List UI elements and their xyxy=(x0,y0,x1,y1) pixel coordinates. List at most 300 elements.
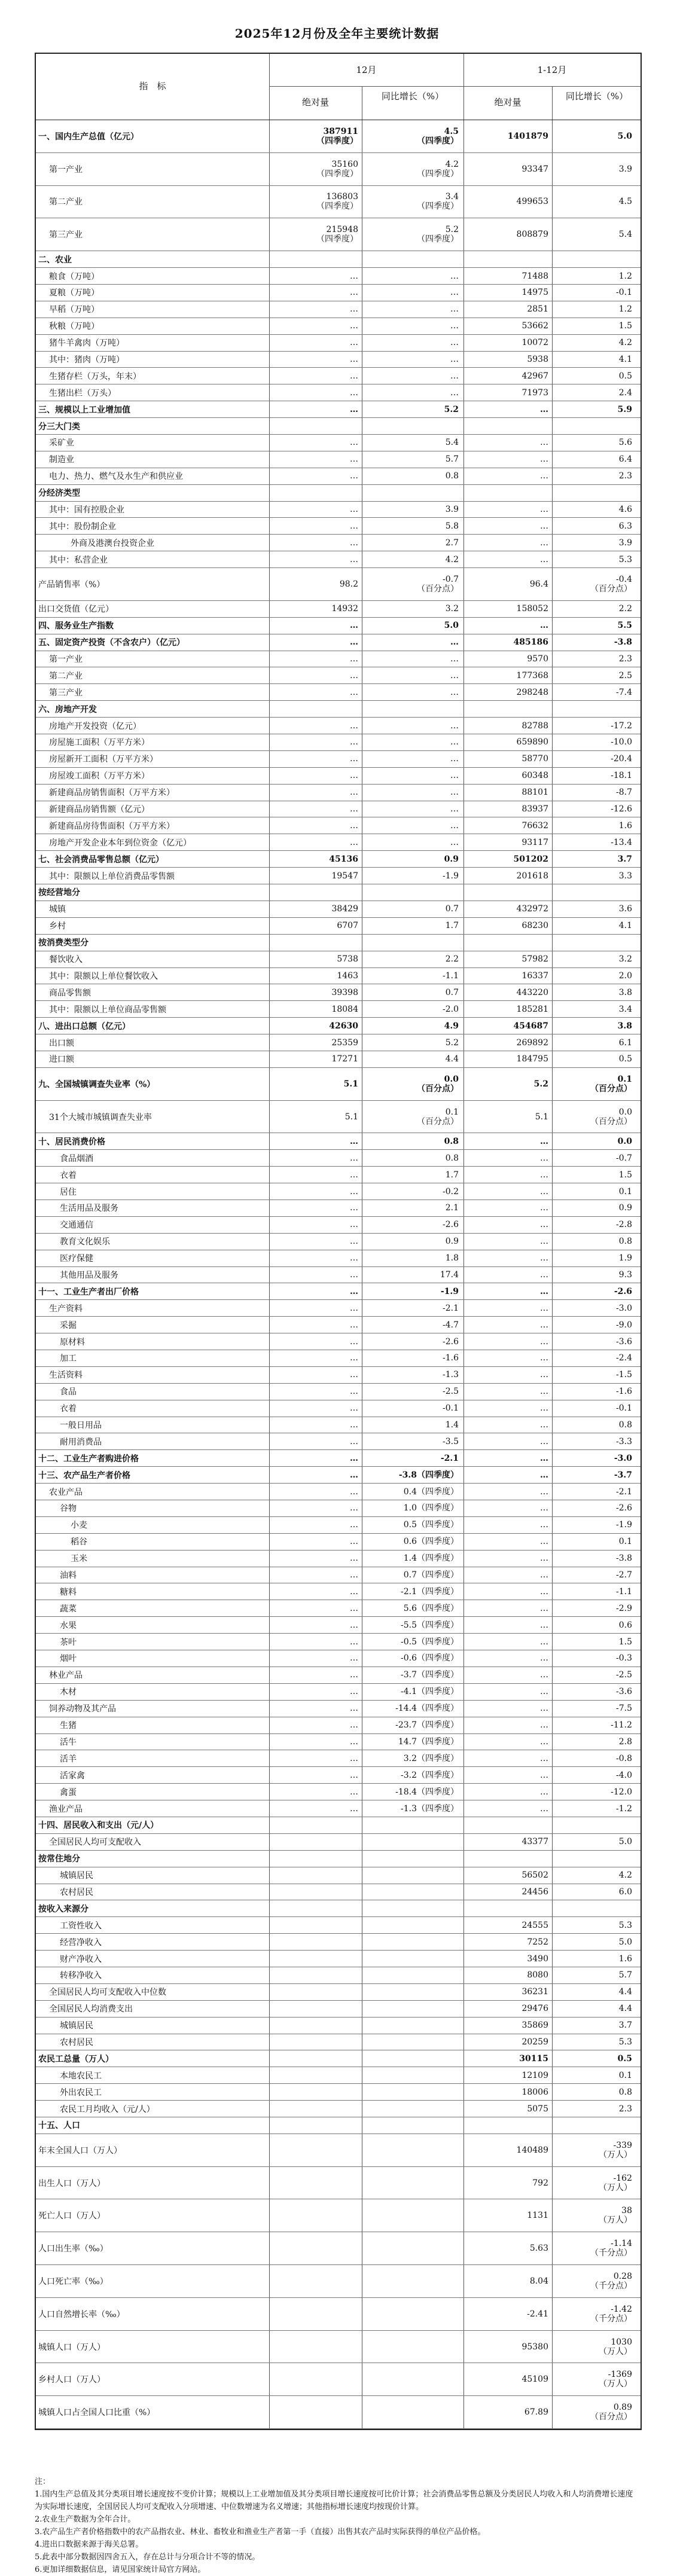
ytd-growth xyxy=(552,868,641,884)
ytd-value xyxy=(463,1018,552,1034)
ytd-value-text: … xyxy=(540,1203,548,1213)
month-growth xyxy=(362,1068,463,1100)
month-value xyxy=(269,1900,362,1916)
ytd-value xyxy=(463,1851,552,1867)
month-growth xyxy=(362,2363,463,2395)
month-growth xyxy=(362,2331,463,2363)
row-label xyxy=(38,218,266,251)
ytd-growth xyxy=(552,1500,641,1516)
ytd-growth xyxy=(552,1133,641,1149)
row-label-text: 活羊 xyxy=(60,1754,77,1764)
table-row xyxy=(36,984,641,1001)
ytd-value-text: … xyxy=(540,1537,548,1547)
month-growth xyxy=(362,2050,463,2067)
ytd-value-text: … xyxy=(540,1286,548,1296)
ytd-growth-text: -3.6 xyxy=(616,1687,632,1697)
month-value-text: 42630 xyxy=(329,1021,358,1031)
ytd-value-text: 8.04 xyxy=(529,2276,548,2286)
month-growth xyxy=(362,285,463,301)
month-growth-text: … xyxy=(450,771,459,781)
month-value-text: … xyxy=(350,1220,358,1230)
row-label-text: 耐用消费品 xyxy=(60,1437,102,1447)
month-value xyxy=(269,551,362,567)
row-label xyxy=(38,2001,266,2017)
month-growth-text: 2.2 xyxy=(445,954,459,965)
ytd-growth-text: -3.6 xyxy=(616,1336,632,1347)
month-growth xyxy=(362,634,463,651)
month-growth xyxy=(362,1101,463,1133)
month-growth xyxy=(362,568,463,600)
row-label-text: 分三大门类 xyxy=(38,422,80,432)
row-label-text: 餐饮收入 xyxy=(49,955,83,965)
row-label-text: 其中：股份制企业 xyxy=(49,521,116,532)
row-label-text: 活家禽 xyxy=(60,1771,85,1781)
ytd-growth-text: -0.8 xyxy=(616,1753,632,1763)
month-value xyxy=(269,485,362,501)
month-value-text: … xyxy=(350,837,358,847)
row-label-text: 十三、农产品生产者价格 xyxy=(38,1470,130,1481)
ytd-growth xyxy=(552,435,641,451)
month-growth xyxy=(362,1684,463,1700)
ytd-growth xyxy=(552,2050,641,2067)
month-growth xyxy=(362,2101,463,2117)
ytd-value-text: … xyxy=(540,1803,548,1814)
month-value xyxy=(269,751,362,767)
table-row xyxy=(36,968,641,985)
month-value xyxy=(269,1183,362,1200)
ytd-value-text: … xyxy=(540,1336,548,1347)
ytd-value xyxy=(463,618,552,634)
row-label xyxy=(38,618,266,634)
row-label-text: 生产资料 xyxy=(49,1304,83,1314)
table-row xyxy=(36,153,641,186)
ytd-value-text: -2.41 xyxy=(527,2309,548,2319)
month-value xyxy=(269,935,362,951)
row-label-text: 其中：国有控股企业 xyxy=(49,505,124,515)
table-row xyxy=(36,1167,641,1183)
table-row xyxy=(36,2084,641,2101)
month-growth xyxy=(362,1784,463,1800)
ytd-value-text: … xyxy=(540,1503,548,1513)
row-label xyxy=(38,634,266,651)
ytd-value xyxy=(463,1617,552,1633)
ytd-growth-text: 2.8 xyxy=(618,1736,632,1747)
month-value xyxy=(269,2265,362,2297)
month-value-text: … xyxy=(350,1503,358,1513)
row-label-text: 粮食（万吨） xyxy=(49,271,99,282)
ytd-growth xyxy=(552,1784,641,1800)
month-growth-text: … xyxy=(450,754,459,764)
header-month-growth: 同比增长（%） xyxy=(381,91,444,102)
row-label xyxy=(38,1717,266,1733)
ytd-value-text: 42967 xyxy=(521,371,548,381)
ytd-value-text: 35869 xyxy=(521,2020,548,2031)
month-growth-text: 4.9 xyxy=(444,1021,459,1031)
table-row xyxy=(36,335,641,352)
ytd-growth xyxy=(552,401,641,417)
ytd-value xyxy=(463,1817,552,1833)
row-label xyxy=(38,251,266,267)
ytd-value xyxy=(463,1001,552,1017)
table-row xyxy=(36,2363,641,2396)
ytd-value xyxy=(463,1984,552,2000)
month-growth-text: -0.2 xyxy=(443,1186,459,1197)
row-label-text: 加工 xyxy=(60,1354,77,1364)
month-growth xyxy=(362,901,463,917)
table-row xyxy=(36,1750,641,1767)
ytd-value-text: 485186 xyxy=(513,637,548,648)
ytd-growth-text: 0.9 xyxy=(618,1203,632,1213)
row-label-text: 十一、工业生产者出厂价格 xyxy=(38,1287,139,1297)
month-value-text: 5738 xyxy=(337,954,358,965)
table-row xyxy=(36,2134,641,2167)
row-label-text: 木材 xyxy=(60,1687,77,1698)
month-value xyxy=(269,1450,362,1466)
month-growth xyxy=(362,2199,463,2232)
table-row xyxy=(36,2117,641,2134)
month-growth-text: 1.4 xyxy=(445,1420,459,1430)
month-value xyxy=(269,1734,362,1750)
ytd-value xyxy=(463,2050,552,2067)
row-label-text: 按经营地分 xyxy=(38,888,80,898)
ytd-growth-text: -2.6 xyxy=(614,1286,632,1296)
row-label-text: 采掘 xyxy=(60,1320,77,1330)
ytd-growth-text: 3.9 xyxy=(618,538,632,548)
month-value xyxy=(269,1634,362,1650)
month-growth xyxy=(362,1517,463,1533)
month-growth xyxy=(362,1917,463,1933)
row-label xyxy=(38,352,266,368)
row-label-text: 外商及港澳台投资企业 xyxy=(71,538,154,548)
month-value-text: … xyxy=(350,637,358,648)
table-row xyxy=(36,1817,641,1834)
ytd-growth-text: -18.1 xyxy=(611,771,632,781)
row-label xyxy=(38,1034,266,1051)
month-growth-text: 1.4（四季度） xyxy=(403,1553,459,1564)
ytd-value xyxy=(463,1684,552,1700)
ytd-value xyxy=(463,1650,552,1667)
row-label-text: 七、社会消费品零售总额（亿元） xyxy=(38,854,164,865)
row-label xyxy=(38,1200,266,1216)
month-growth xyxy=(362,218,463,251)
ytd-growth xyxy=(552,1717,641,1733)
month-value xyxy=(269,734,362,750)
ytd-value xyxy=(463,2018,552,2034)
row-label-text: 房屋新开工面积（万平方米） xyxy=(49,755,158,765)
ytd-value xyxy=(463,1583,552,1600)
ytd-value-text: … xyxy=(540,1704,548,1714)
month-growth xyxy=(362,1400,463,1417)
month-growth-text: -14.4（四季度） xyxy=(395,1704,459,1714)
ytd-value xyxy=(463,1051,552,1067)
row-label-text: 城镇人口占全国人口比重（%） xyxy=(38,2408,155,2418)
ytd-value xyxy=(463,834,552,850)
ytd-growth-text: -3.7 xyxy=(614,1470,632,1480)
ytd-growth xyxy=(552,2298,641,2330)
footnote-line: 5.此表中部分数据因四舍五入，存在总计与分项合计不等的情况。 xyxy=(35,2553,260,2562)
ytd-growth-text: -1.6 xyxy=(616,1387,632,1397)
ytd-growth xyxy=(552,1034,641,1051)
ytd-growth xyxy=(552,884,641,901)
row-label xyxy=(38,834,266,850)
ytd-value-text: … xyxy=(540,1520,548,1530)
row-label-text: 林业产品 xyxy=(49,1671,83,1681)
row-label xyxy=(38,1484,266,1500)
row-label-text: 禽蛋 xyxy=(60,1787,77,1797)
ytd-value xyxy=(463,1467,552,1483)
ytd-value xyxy=(463,935,552,951)
month-growth xyxy=(362,1667,463,1683)
month-growth-text: … xyxy=(450,338,459,348)
ytd-value xyxy=(463,301,552,318)
month-value xyxy=(269,2199,362,2232)
month-value xyxy=(269,1800,362,1817)
ytd-growth xyxy=(552,901,641,917)
month-value-text: … xyxy=(350,754,358,764)
table-row xyxy=(36,1583,641,1600)
row-label xyxy=(38,2101,266,2117)
month-value-text: … xyxy=(350,304,358,315)
ytd-growth xyxy=(552,153,641,185)
ytd-growth xyxy=(552,1350,641,1366)
header-month-abs: 绝对量 xyxy=(301,97,329,108)
month-growth-text: … xyxy=(450,387,459,398)
ytd-value xyxy=(463,318,552,334)
ytd-growth xyxy=(552,1317,641,1333)
table-row xyxy=(36,1800,641,1817)
month-growth xyxy=(362,2265,463,2297)
ytd-value xyxy=(463,2001,552,2017)
ytd-growth xyxy=(552,1384,641,1400)
ytd-value xyxy=(463,1567,552,1583)
ytd-value-text: … xyxy=(540,1637,548,1647)
month-growth-text: … xyxy=(450,670,459,680)
row-label xyxy=(38,935,266,951)
ytd-growth xyxy=(552,718,641,734)
month-value-text: … xyxy=(350,1620,358,1630)
table-row xyxy=(36,701,641,718)
row-label xyxy=(38,951,266,967)
table-row xyxy=(36,401,641,418)
month-growth xyxy=(362,1350,463,1366)
ytd-value xyxy=(463,1800,552,1817)
month-growth xyxy=(362,701,463,717)
ytd-growth xyxy=(552,1634,641,1650)
month-value-text: … xyxy=(350,721,358,731)
ytd-value xyxy=(463,601,552,617)
ytd-growth xyxy=(552,1400,641,1417)
month-growth-text: 4.2 （四季度） xyxy=(417,159,459,179)
month-value xyxy=(269,451,362,468)
row-label-text: 衣着 xyxy=(60,1404,77,1414)
ytd-value xyxy=(463,2265,552,2297)
row-label xyxy=(38,318,266,334)
table-row xyxy=(36,2232,641,2265)
month-value xyxy=(269,186,362,218)
ytd-value-text: 443220 xyxy=(516,987,548,997)
month-value-text: … xyxy=(350,1637,358,1647)
ytd-value-text: 53662 xyxy=(521,321,548,331)
ytd-growth-text: -0.1 xyxy=(616,288,632,298)
month-value-text: … xyxy=(350,1787,358,1797)
ytd-growth xyxy=(552,1267,641,1283)
month-value xyxy=(269,2101,362,2117)
row-label xyxy=(38,401,266,417)
ytd-growth-text: 0.6 xyxy=(618,1620,632,1630)
ytd-value xyxy=(463,418,552,434)
row-label xyxy=(38,2199,266,2232)
ytd-value-text: … xyxy=(540,1220,548,1230)
ytd-growth-text: 1.5 xyxy=(618,1170,632,1180)
row-label-text: 五、固定资产投资（不含农户）（亿元） xyxy=(38,638,185,648)
month-growth-text: -1.6 xyxy=(443,1353,459,1363)
row-label xyxy=(38,2363,266,2395)
row-label-text: 采矿业 xyxy=(49,438,74,448)
row-label xyxy=(38,884,266,901)
ytd-value-text: … xyxy=(540,521,548,531)
row-label-text: 全国居民人均可支配收入 xyxy=(49,1838,141,1848)
ytd-value xyxy=(463,2067,552,2083)
row-label xyxy=(38,1834,266,1850)
row-label-text: 出口额 xyxy=(49,1038,74,1048)
row-label xyxy=(38,1784,266,1800)
row-label xyxy=(38,418,266,434)
month-growth xyxy=(362,951,463,967)
ytd-value-text: 29476 xyxy=(521,2004,548,2014)
ytd-growth-text: -339 （万人） xyxy=(599,2140,632,2160)
month-value-text: … xyxy=(350,371,358,381)
ytd-growth xyxy=(552,352,641,368)
ytd-growth-text: -17.2 xyxy=(611,721,632,731)
ytd-growth xyxy=(552,1701,641,1717)
month-value-text: … xyxy=(350,1520,358,1530)
table-row xyxy=(36,1350,641,1367)
ytd-growth xyxy=(552,1817,641,1833)
ytd-growth-text: 6.1 xyxy=(618,1037,632,1048)
table-row xyxy=(36,485,641,502)
ytd-growth-text: 1.9 xyxy=(618,1253,632,1263)
month-value xyxy=(269,120,362,152)
ytd-value-text: 659890 xyxy=(516,737,548,747)
row-label-text: 年末全国人口（万人） xyxy=(38,2145,122,2156)
ytd-growth xyxy=(552,751,641,767)
ytd-value xyxy=(463,285,552,301)
month-growth xyxy=(362,1200,463,1216)
row-label xyxy=(38,2265,266,2297)
ytd-value xyxy=(463,984,552,1000)
ytd-value xyxy=(463,535,552,551)
ytd-value-text: … xyxy=(540,1420,548,1430)
row-label-text: 房地产开发企业本年到位资金（亿元） xyxy=(49,838,191,848)
month-growth xyxy=(362,2167,463,2199)
table-row xyxy=(36,268,641,285)
row-label-text: 新建商品房待售面积（万平方米） xyxy=(49,821,175,831)
ytd-growth xyxy=(552,1884,641,1900)
row-label xyxy=(38,2050,266,2067)
table-row xyxy=(36,468,641,485)
month-value-text: … xyxy=(350,288,358,298)
month-value-text: … xyxy=(350,1336,358,1347)
ytd-value xyxy=(463,218,552,251)
ytd-value-text: … xyxy=(540,1586,548,1597)
table-row xyxy=(36,2331,641,2364)
month-growth-text: -2.6 xyxy=(443,1220,459,1230)
ytd-growth xyxy=(552,1684,641,1700)
month-value xyxy=(269,2084,362,2100)
table-row xyxy=(36,1667,641,1684)
ytd-value xyxy=(463,1150,552,1166)
month-value-text: 14932 xyxy=(331,604,358,614)
month-value xyxy=(269,1433,362,1449)
row-label-text: 转移净收入 xyxy=(60,1971,102,1981)
row-label xyxy=(38,1101,266,1133)
ytd-value xyxy=(463,1717,552,1733)
ytd-growth xyxy=(552,634,641,651)
month-value xyxy=(269,785,362,801)
ytd-growth xyxy=(552,285,641,301)
row-label xyxy=(38,2331,266,2363)
ytd-value xyxy=(463,1101,552,1133)
ytd-growth xyxy=(552,1333,641,1350)
month-value xyxy=(269,1200,362,1216)
row-label xyxy=(38,667,266,683)
row-label xyxy=(38,1167,266,1183)
ytd-growth xyxy=(552,535,641,551)
month-value-text: … xyxy=(350,1603,358,1613)
row-label xyxy=(38,1500,266,1516)
row-label-text: 产品销售率（%） xyxy=(38,580,105,590)
month-growth xyxy=(362,535,463,551)
month-growth-text: -0.1 xyxy=(443,1403,459,1414)
row-label-text: 农村居民 xyxy=(60,1887,93,1897)
ytd-value xyxy=(463,1367,552,1383)
row-label-text: 全国居民人均消费支出 xyxy=(49,2004,133,2015)
table-header xyxy=(36,54,641,120)
month-value xyxy=(269,2396,362,2428)
month-value xyxy=(269,1834,362,1850)
table-row xyxy=(36,1834,641,1851)
month-value-text: … xyxy=(350,687,358,697)
ytd-value xyxy=(463,1884,552,1900)
row-label-text: 九、全国城镇调查失业率（%） xyxy=(38,1079,155,1089)
ytd-growth-text: 5.6 xyxy=(618,438,632,448)
ytd-growth xyxy=(552,1600,641,1616)
table-row xyxy=(36,834,641,851)
row-label xyxy=(38,751,266,767)
ytd-value-text: 18006 xyxy=(521,2087,548,2097)
month-growth-text: -23.7（四季度） xyxy=(395,1720,459,1730)
ytd-growth xyxy=(552,1150,641,1166)
row-label xyxy=(38,368,266,384)
table-row xyxy=(36,451,641,468)
table-row xyxy=(36,186,641,219)
ytd-growth-text: -10.0 xyxy=(611,737,632,747)
ytd-value-text: 184795 xyxy=(516,1054,548,1064)
row-label xyxy=(38,2298,266,2330)
table-row xyxy=(36,785,641,801)
month-value-text: … xyxy=(350,1153,358,1163)
ytd-growth xyxy=(552,1934,641,1950)
ytd-value xyxy=(463,1917,552,1933)
table-row xyxy=(36,1384,641,1400)
month-value xyxy=(269,884,362,901)
month-value xyxy=(269,2363,362,2395)
ytd-growth-text: 1030 （万人） xyxy=(599,2337,632,2357)
row-label xyxy=(38,968,266,984)
month-value xyxy=(269,1467,362,1483)
ytd-growth xyxy=(552,1984,641,2000)
month-value xyxy=(269,1617,362,1633)
